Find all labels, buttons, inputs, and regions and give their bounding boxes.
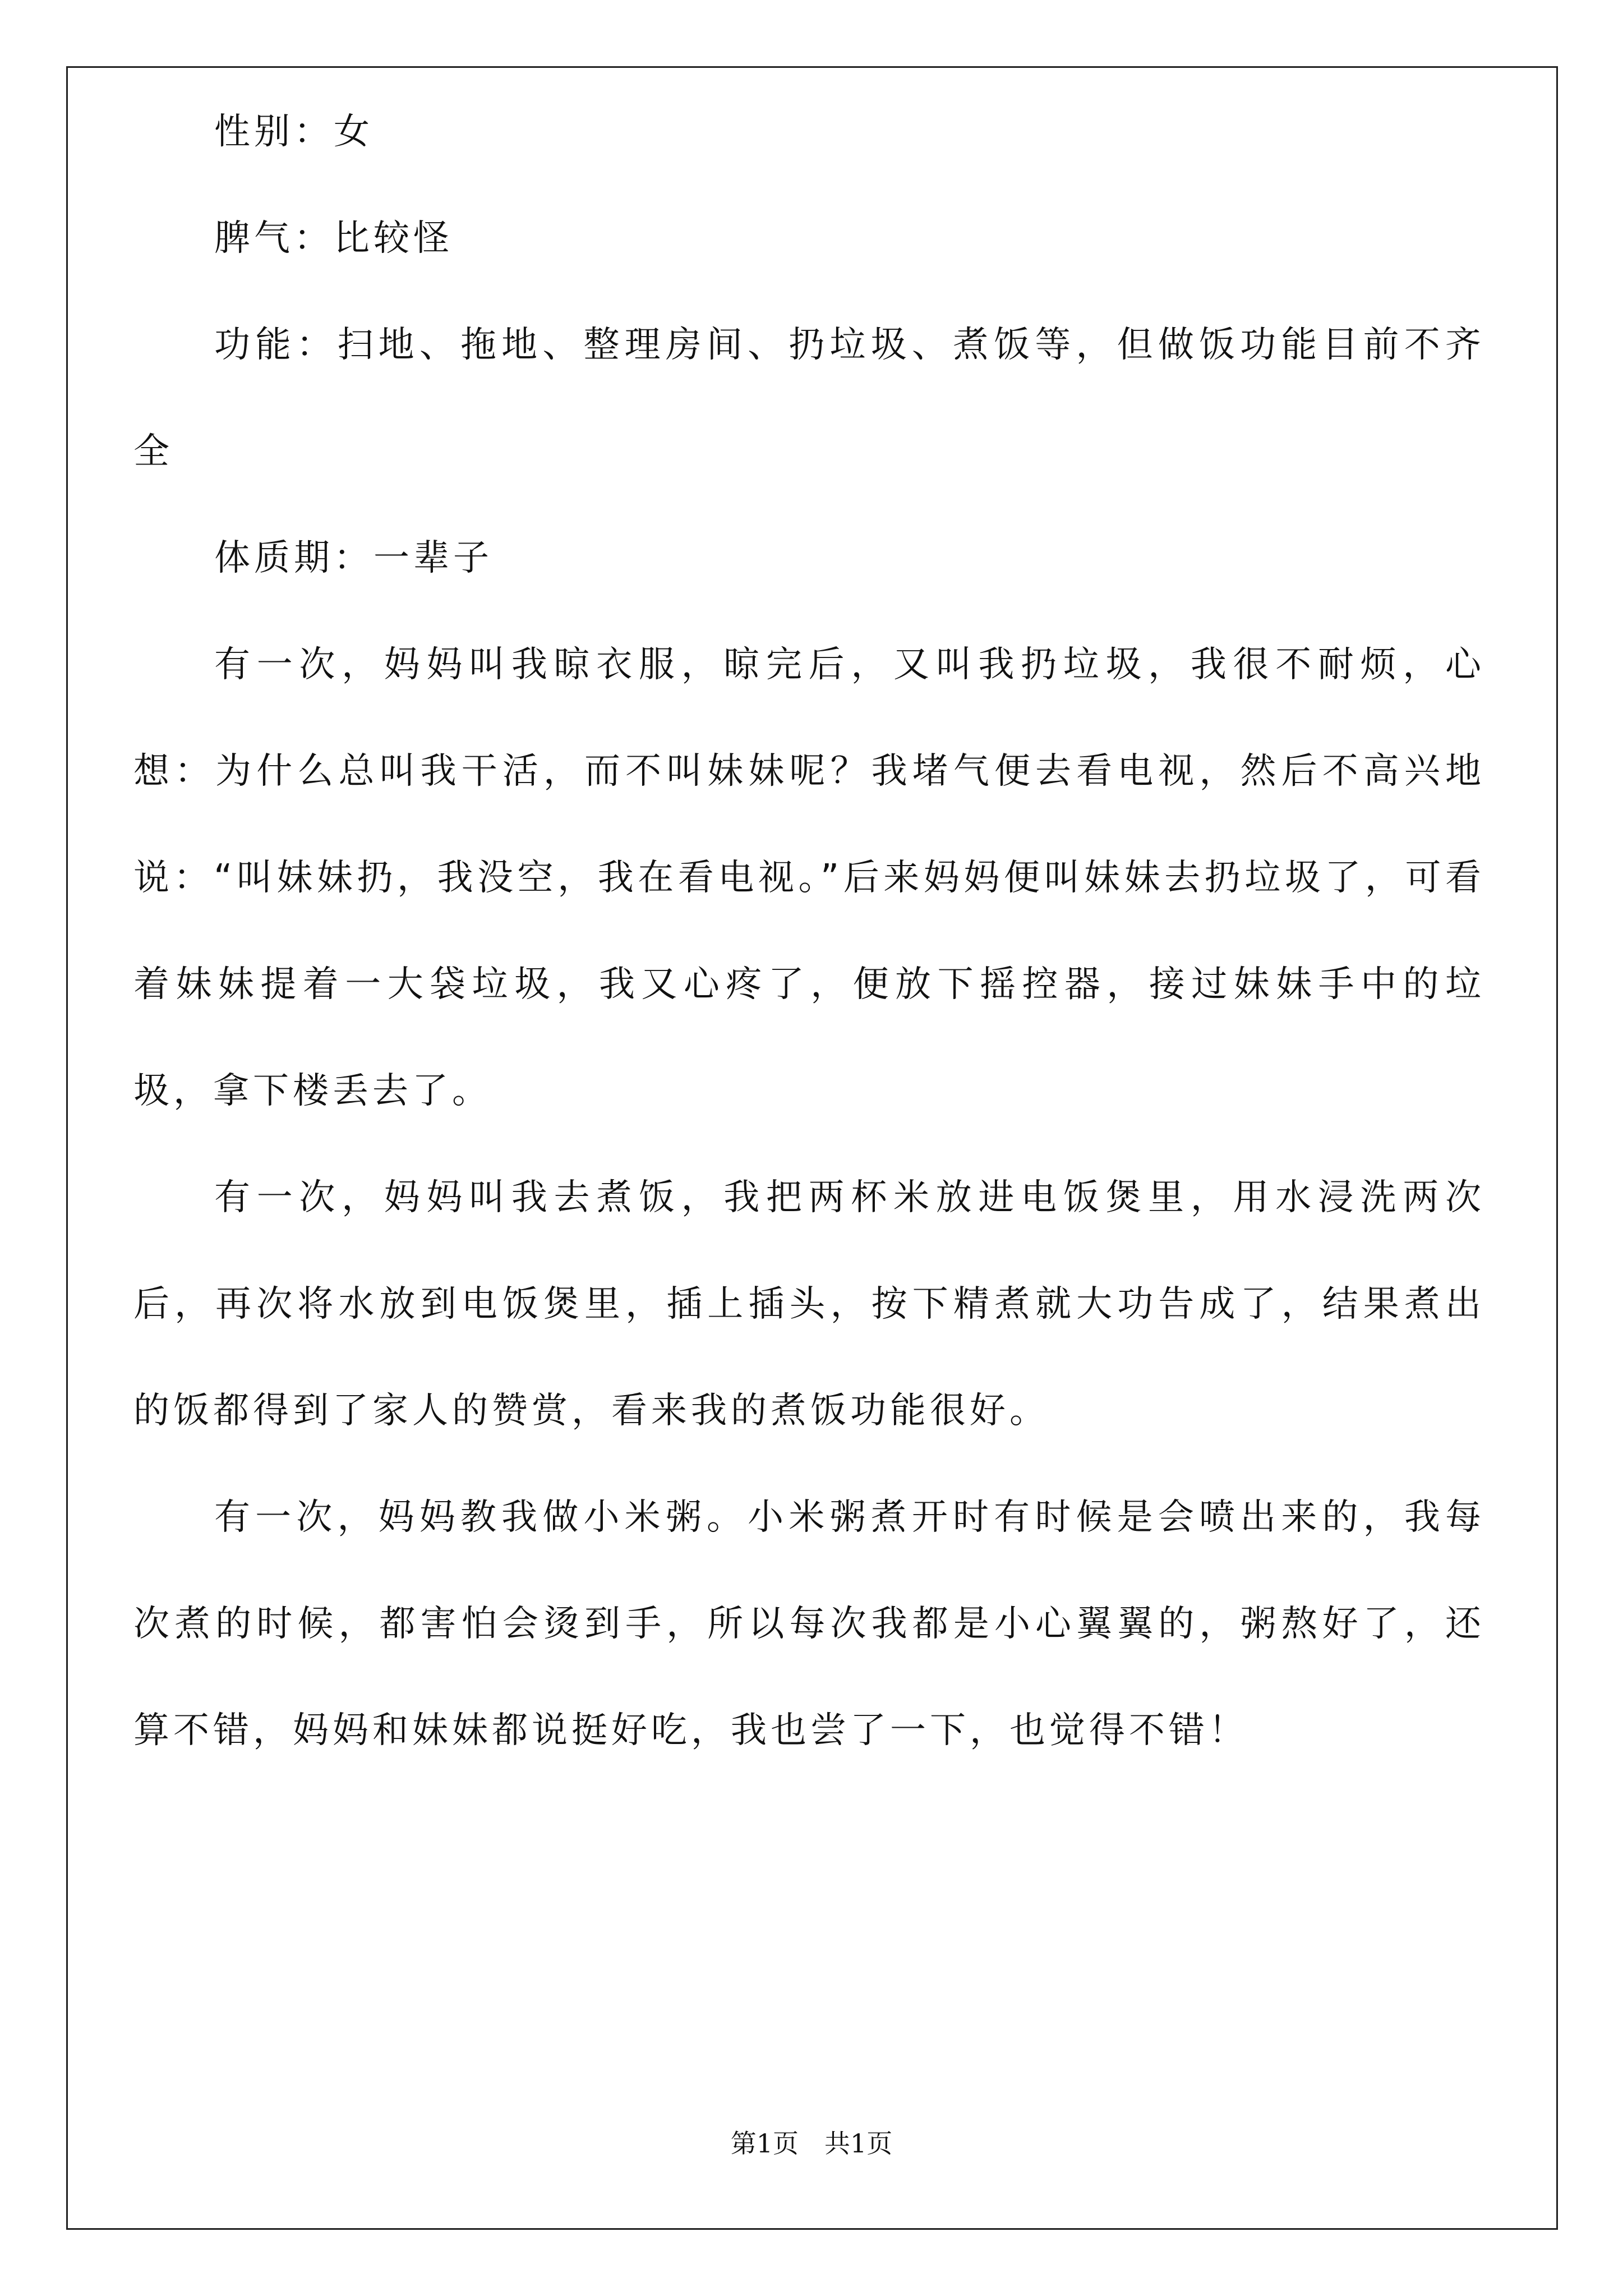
paragraph-story-laundry: 有一次，妈妈叫我晾衣服，晾完后，又叫我扔垃圾，我很不耐烦，心想：为什么总叫我干活，而不叫妹妹呢？我堵气便去看电视，然后不高兴地说：“叫妹妹扔，我没空，我在看电视。”后来妈妈便叫妹妹去扔垃圾了，可看着妹妹提着一大袋垃圾，我又心疼了，便放下摇控器，接过妹妹手中的垃圾，拿下楼丢去了。 (133, 644, 1485, 1112)
paragraph-story-rice: 有一次，妈妈叫我去煮饭，我把两杯米放进电饭煲里，用水浸洗两次后，再次将水放到电饭煲里，插上插头，按下精煮就大功告成了，结果煮出的饭都得到了家人的赞赏，看来我的煮饭功能很好。 (133, 1177, 1485, 1432)
paragraph-functions: 功能：扫地、拖地、整理房间、扔垃圾、煮饭等，但做饭功能目前不齐全 (133, 324, 1485, 472)
page-number-footer: 第1页 共1页 (730, 2128, 893, 2159)
document-body (133, 79, 1485, 1784)
paragraph-gender: 性别：女 (214, 111, 374, 153)
paragraph-temper: 脾气：比较怪 (214, 218, 453, 259)
paragraph-warranty: 体质期：一辈子 (214, 537, 493, 579)
paragraph-story-porridge: 有一次，妈妈教我做小米粥。小米粥煮开时有时候是会喷出来的，我每次煮的时候，都害怕会烫到手，所以每次我都是小心翼翼的，粥熬好了，还算不错，妈妈和妹妹都说挺好吃，我也尝了一下，也觉得不错！ (133, 1497, 1485, 1751)
